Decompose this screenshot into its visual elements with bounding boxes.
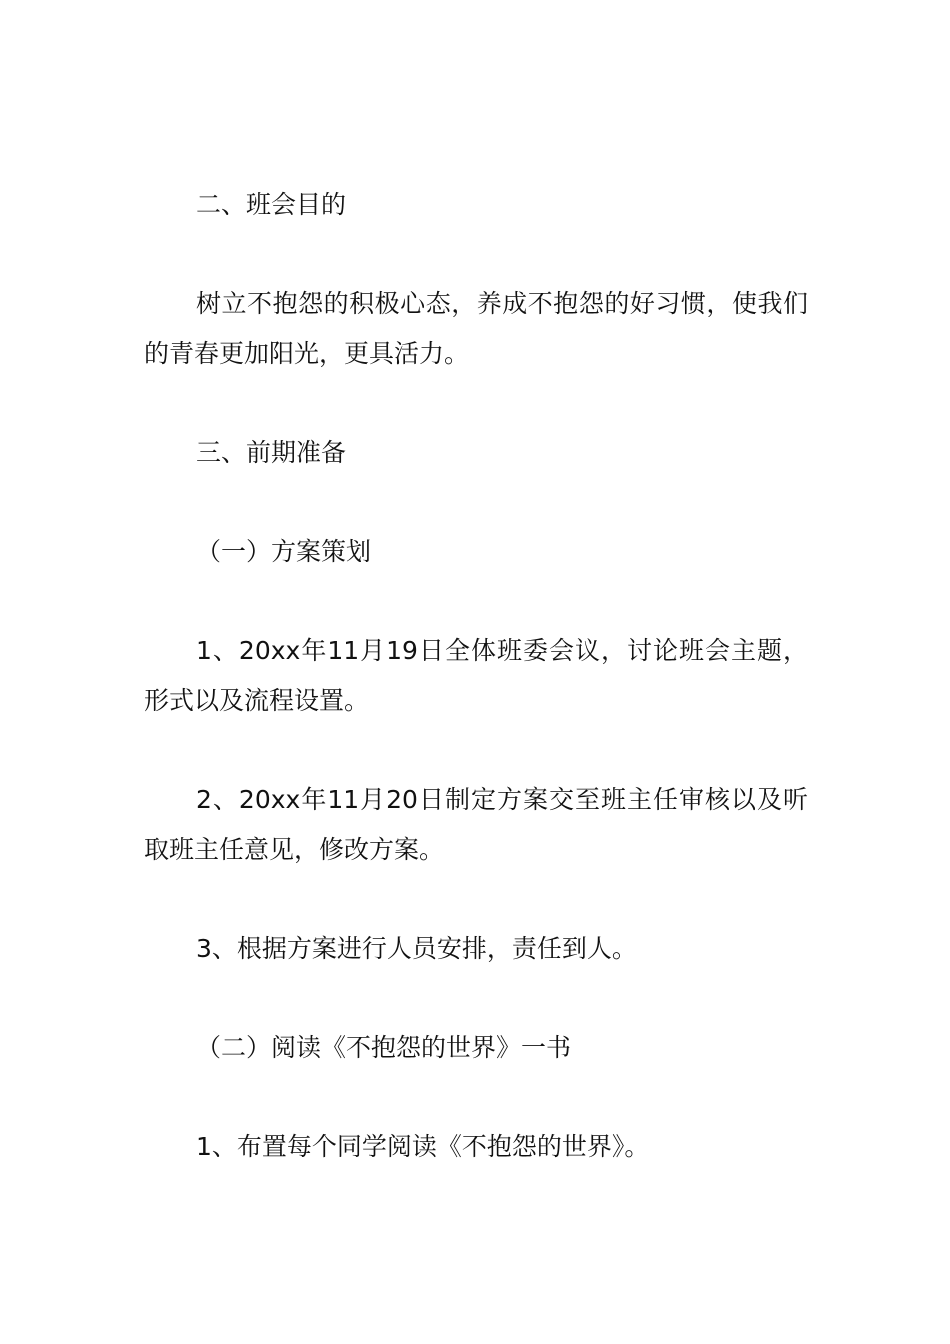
reading-item-1: 1、布置每个同学阅读《不抱怨的世界》。	[196, 1132, 650, 1161]
list-item-3: 3、根据方案进行人员安排，责任到人。	[196, 934, 637, 963]
subheading-reading: （二）阅读《不抱怨的世界》一书	[196, 1033, 572, 1062]
list-item-1: 1、20xx年11月19日全体班委会议，讨论班会主题，形式以及流程设置。	[144, 636, 808, 715]
paragraph-purpose-text: 树立不抱怨的积极心态，养成不抱怨的好习惯，使我们的青春更加阳光，更具活力。	[144, 289, 808, 368]
list-item-2: 2、20xx年11月20日制定方案交至班主任审核以及听取班主任意见，修改方案。	[144, 785, 808, 864]
section-heading-purpose: 二、班会目的	[196, 190, 347, 219]
document-body	[144, 180, 808, 1221]
section-heading-preparation: 三、前期准备	[196, 438, 347, 467]
subheading-plan: （一）方案策划	[196, 537, 372, 566]
